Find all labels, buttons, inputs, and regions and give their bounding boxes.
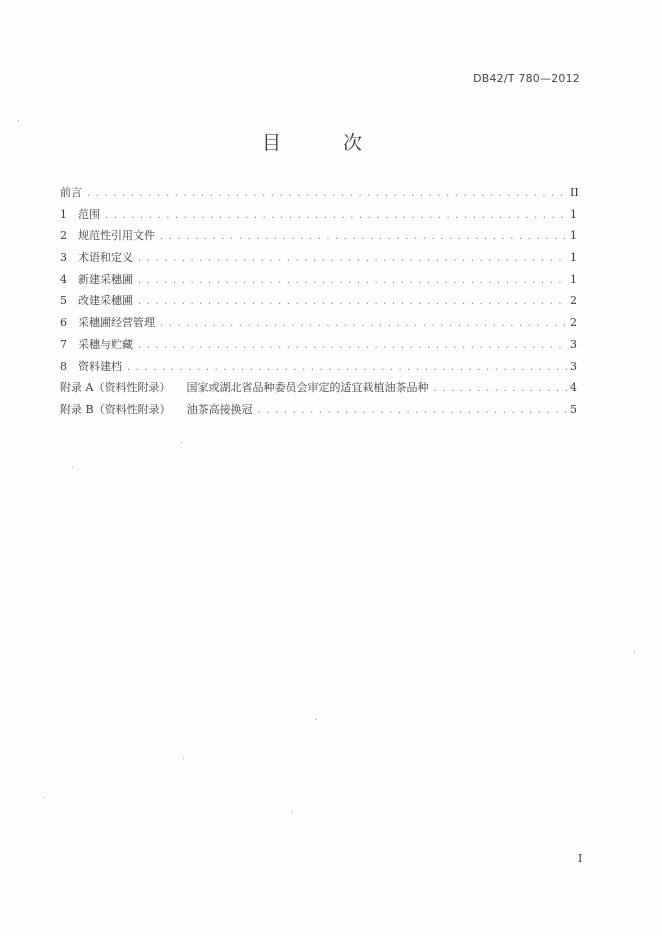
- toc-entry-orchard-management[interactable]: [60, 314, 576, 336]
- toc-entry-page: 3: [570, 359, 577, 373]
- toc-entry-label: 改建采穗圃: [78, 294, 133, 308]
- toc-dot-leader: [160, 231, 567, 242]
- scan-speck: [181, 442, 182, 443]
- toc-entry-number: 2: [60, 229, 67, 243]
- toc-entry-page: 1: [570, 229, 577, 243]
- toc-entry-label: 前言: [60, 186, 82, 199]
- toc-entry-label: 术语和定义: [78, 251, 133, 265]
- toc-entry-rebuild-scion-orchard[interactable]: [60, 292, 576, 314]
- toc-annex-tag: 附录 A（资料性附录）: [60, 381, 171, 395]
- scan-speck: [18, 120, 19, 121]
- toc-dot-leader: [105, 210, 567, 221]
- toc-dot-leader: [127, 362, 567, 373]
- toc-entry-number: 7: [60, 337, 67, 351]
- toc-annex-tag: 附录 B（资料性附录）: [60, 402, 171, 416]
- toc-entry-number: 4: [60, 272, 67, 286]
- toc-entry-page: 2: [570, 294, 577, 308]
- toc-entry-normative-references[interactable]: [60, 227, 576, 249]
- toc-entry-page: 1: [570, 272, 577, 286]
- toc-entry-label: 采穗与贮藏: [78, 337, 133, 351]
- toc-entry-page: 3: [570, 337, 577, 351]
- toc-dot-leader: [138, 253, 567, 264]
- toc-dot-leader: [138, 296, 567, 307]
- toc-entry-number: 8: [60, 359, 67, 373]
- toc-entry-label: 资料建档: [78, 359, 122, 373]
- toc-entry-page: II: [570, 186, 579, 199]
- scan-speck: [292, 812, 293, 813]
- toc-entry-page: 1: [570, 207, 577, 221]
- toc-dot-leader: [138, 275, 567, 286]
- toc-entry-collection-storage[interactable]: [60, 336, 576, 358]
- toc-entry-label: 规范性引用文件: [78, 229, 155, 243]
- toc-entry-number: 3: [60, 251, 67, 265]
- scan-speck: [316, 719, 317, 720]
- toc-entry-label: 新建采穗圃: [78, 272, 133, 286]
- toc-entry-scope[interactable]: [60, 206, 576, 228]
- toc-entry-page: 2: [570, 316, 577, 330]
- toc-entry-number: 6: [60, 316, 67, 330]
- toc-entry-page: 4: [570, 381, 577, 395]
- page-number: I: [578, 852, 583, 865]
- toc-entry-terms-definitions[interactable]: [60, 249, 576, 271]
- toc-dot-leader: [87, 188, 567, 199]
- toc-entry-label: 油茶高接换冠: [186, 402, 253, 416]
- toc-title: 目 次: [261, 132, 391, 154]
- scan-speck: [634, 652, 635, 653]
- scan-speck: [72, 467, 73, 468]
- toc-dot-leader: [160, 318, 567, 329]
- toc-entry-label: 采穗圃经营管理: [78, 316, 155, 330]
- document-code: DB42/T 780—2012: [473, 72, 580, 85]
- table-of-contents: [60, 184, 579, 423]
- toc-entry-number: 1: [60, 207, 67, 221]
- toc-entry-foreword[interactable]: [60, 184, 579, 206]
- toc-entry-page: 1: [570, 251, 577, 265]
- toc-dot-leader: [433, 383, 567, 394]
- toc-entry-label: 国家或湖北省品种委员会审定的适宜栽植油茶品种: [186, 381, 429, 395]
- toc-entry-page: 5: [570, 402, 577, 416]
- toc-entry-annex-a[interactable]: [60, 379, 576, 401]
- toc-entry-number: 5: [60, 294, 67, 308]
- scan-speck: [44, 797, 45, 798]
- scan-speck: [183, 758, 184, 759]
- toc-entry-label: 范围: [78, 207, 100, 221]
- toc-entry-records-archiving[interactable]: [60, 358, 576, 380]
- toc-dot-leader: [258, 405, 567, 416]
- toc-dot-leader: [138, 340, 567, 351]
- toc-entry-annex-b[interactable]: [60, 401, 576, 423]
- toc-entry-new-scion-orchard[interactable]: [60, 271, 576, 293]
